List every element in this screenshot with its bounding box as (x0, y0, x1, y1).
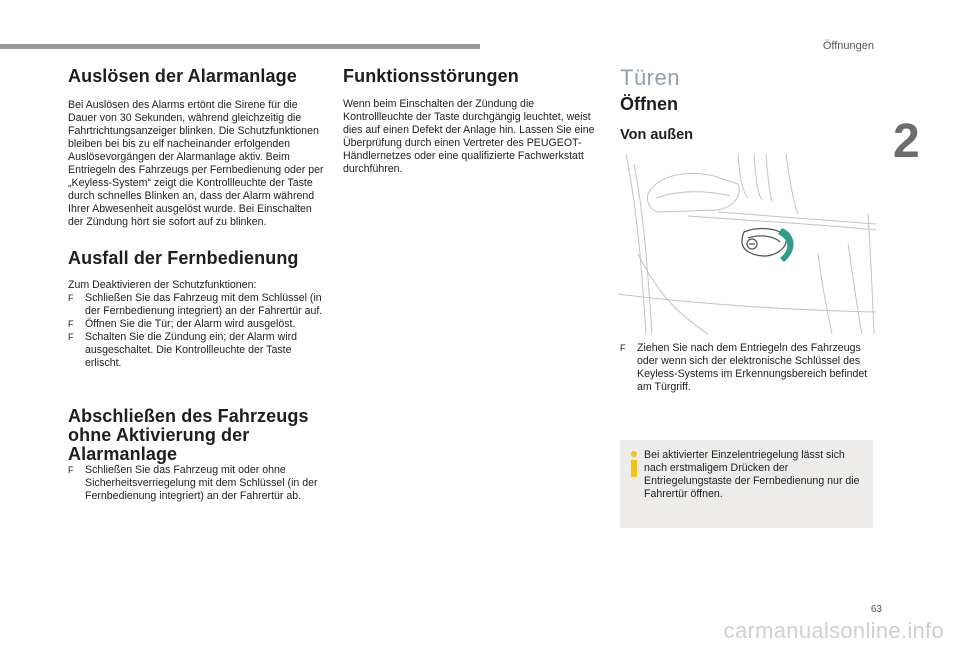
info-icon (628, 450, 640, 478)
heading-lock-without-alarm: Abschließen des Fahrzeugs ohne Aktivierung der Alarmanlage (68, 406, 309, 464)
list-item: F Schalten Sie die Zündung ein; der Alarm wird ausgeschaltet. Die Kontrollleuchte der Taste erlischt. (68, 331, 297, 369)
text-faults: Wenn beim Einschalten der Zündung die Kontrollleuchte der Taste durchgängig leuchtet, weist dies auf einen Defekt der Anlage hin. Lassen Sie eine Überprüfung durch einen Vertreter des PEUGEOT-Händlernetzes oder eine qualifizierte Fachwerkstatt durchführen. (343, 98, 595, 175)
pull-arrow-icon (778, 228, 794, 262)
watermark: carmanualsonline.info (723, 618, 944, 643)
bullet-marker: F (68, 293, 74, 303)
column-left (68, 60, 324, 503)
doors-title: Türen (620, 65, 680, 90)
page-number: 63 (870, 604, 882, 615)
header-bar (0, 44, 480, 49)
column-middle (343, 60, 601, 176)
list-item: F Schließen Sie das Fahrzeug mit dem Schlüssel (in der Fernbedienung integriert) an der Fahrertür auf. (68, 292, 323, 317)
text-remote-failure-intro: Zum Deaktivieren der Schutzfunktionen: (68, 279, 257, 291)
bullet-marker: F (68, 332, 74, 342)
list-item: F Öffnen Sie die Tür; der Alarm wird ausgelöst. (68, 318, 296, 330)
bullet-marker: F (68, 319, 74, 329)
heading-remote-failure: Ausfall der Fernbedienung (68, 248, 299, 268)
door-open-steps (620, 342, 878, 394)
list-item: F Ziehen Sie nach dem Entriegeln des Fahrzeugs oder wenn sich der elektronische Schlüssel des Keyless-Systems im Erkennungsbereich befindet am Türgriff. (620, 342, 868, 393)
bullet-marker: F (68, 465, 74, 475)
info-text: Bei aktivierter Einzelentriegelung lässt sich nach erstmaligem Drücken der Entriegelungstaste der Fernbedienung nur die Fahrertür öffnen. (644, 449, 860, 500)
text-alarm-trigger: Bei Auslösen des Alarms ertönt die Sirene für die Dauer von 30 Sekunden, während gleichzeitig die Fahrtrichtungsanzeiger blinken. Die Schutzfunktionen bleiben bei bis zu elf nacheinander erfolgenden Auslösevorgängen der Alarmanlage aktiv. Beim Entriegeln des Fahrzeugs per Fernbedienung oder per „Keyless-System“ zeigt die Kontrollleuchte der Taste durch schnelles Blinken an, dass der Alarm während Ihrer Abwesenheit ausgelöst wurde. Bei Einschalten der Zündung hört sie sofort auf zu blinken. (68, 99, 324, 228)
section-title: Öffnungen (822, 40, 874, 52)
heading-alarm-trigger: Auslösen der Alarmanlage (68, 66, 297, 86)
chapter-number: 2 (893, 115, 920, 168)
info-box (620, 440, 873, 528)
remote-failure-steps (68, 292, 324, 370)
bullet-marker: F (620, 343, 626, 353)
heading-from-outside: Von außen (620, 127, 694, 143)
heading-faults: Funktionsstörungen (343, 66, 519, 86)
lock-steps (68, 464, 324, 503)
column-right (620, 60, 878, 143)
heading-open: Öffnen (620, 94, 678, 114)
door-handle-illustration (618, 154, 876, 334)
list-item: F Schließen Sie das Fahrzeug mit oder ohne Sicherheitsverriegelung mit dem Schlüssel (in der Fernbedienung integriert) an der Fahrertür ab. (68, 464, 318, 502)
